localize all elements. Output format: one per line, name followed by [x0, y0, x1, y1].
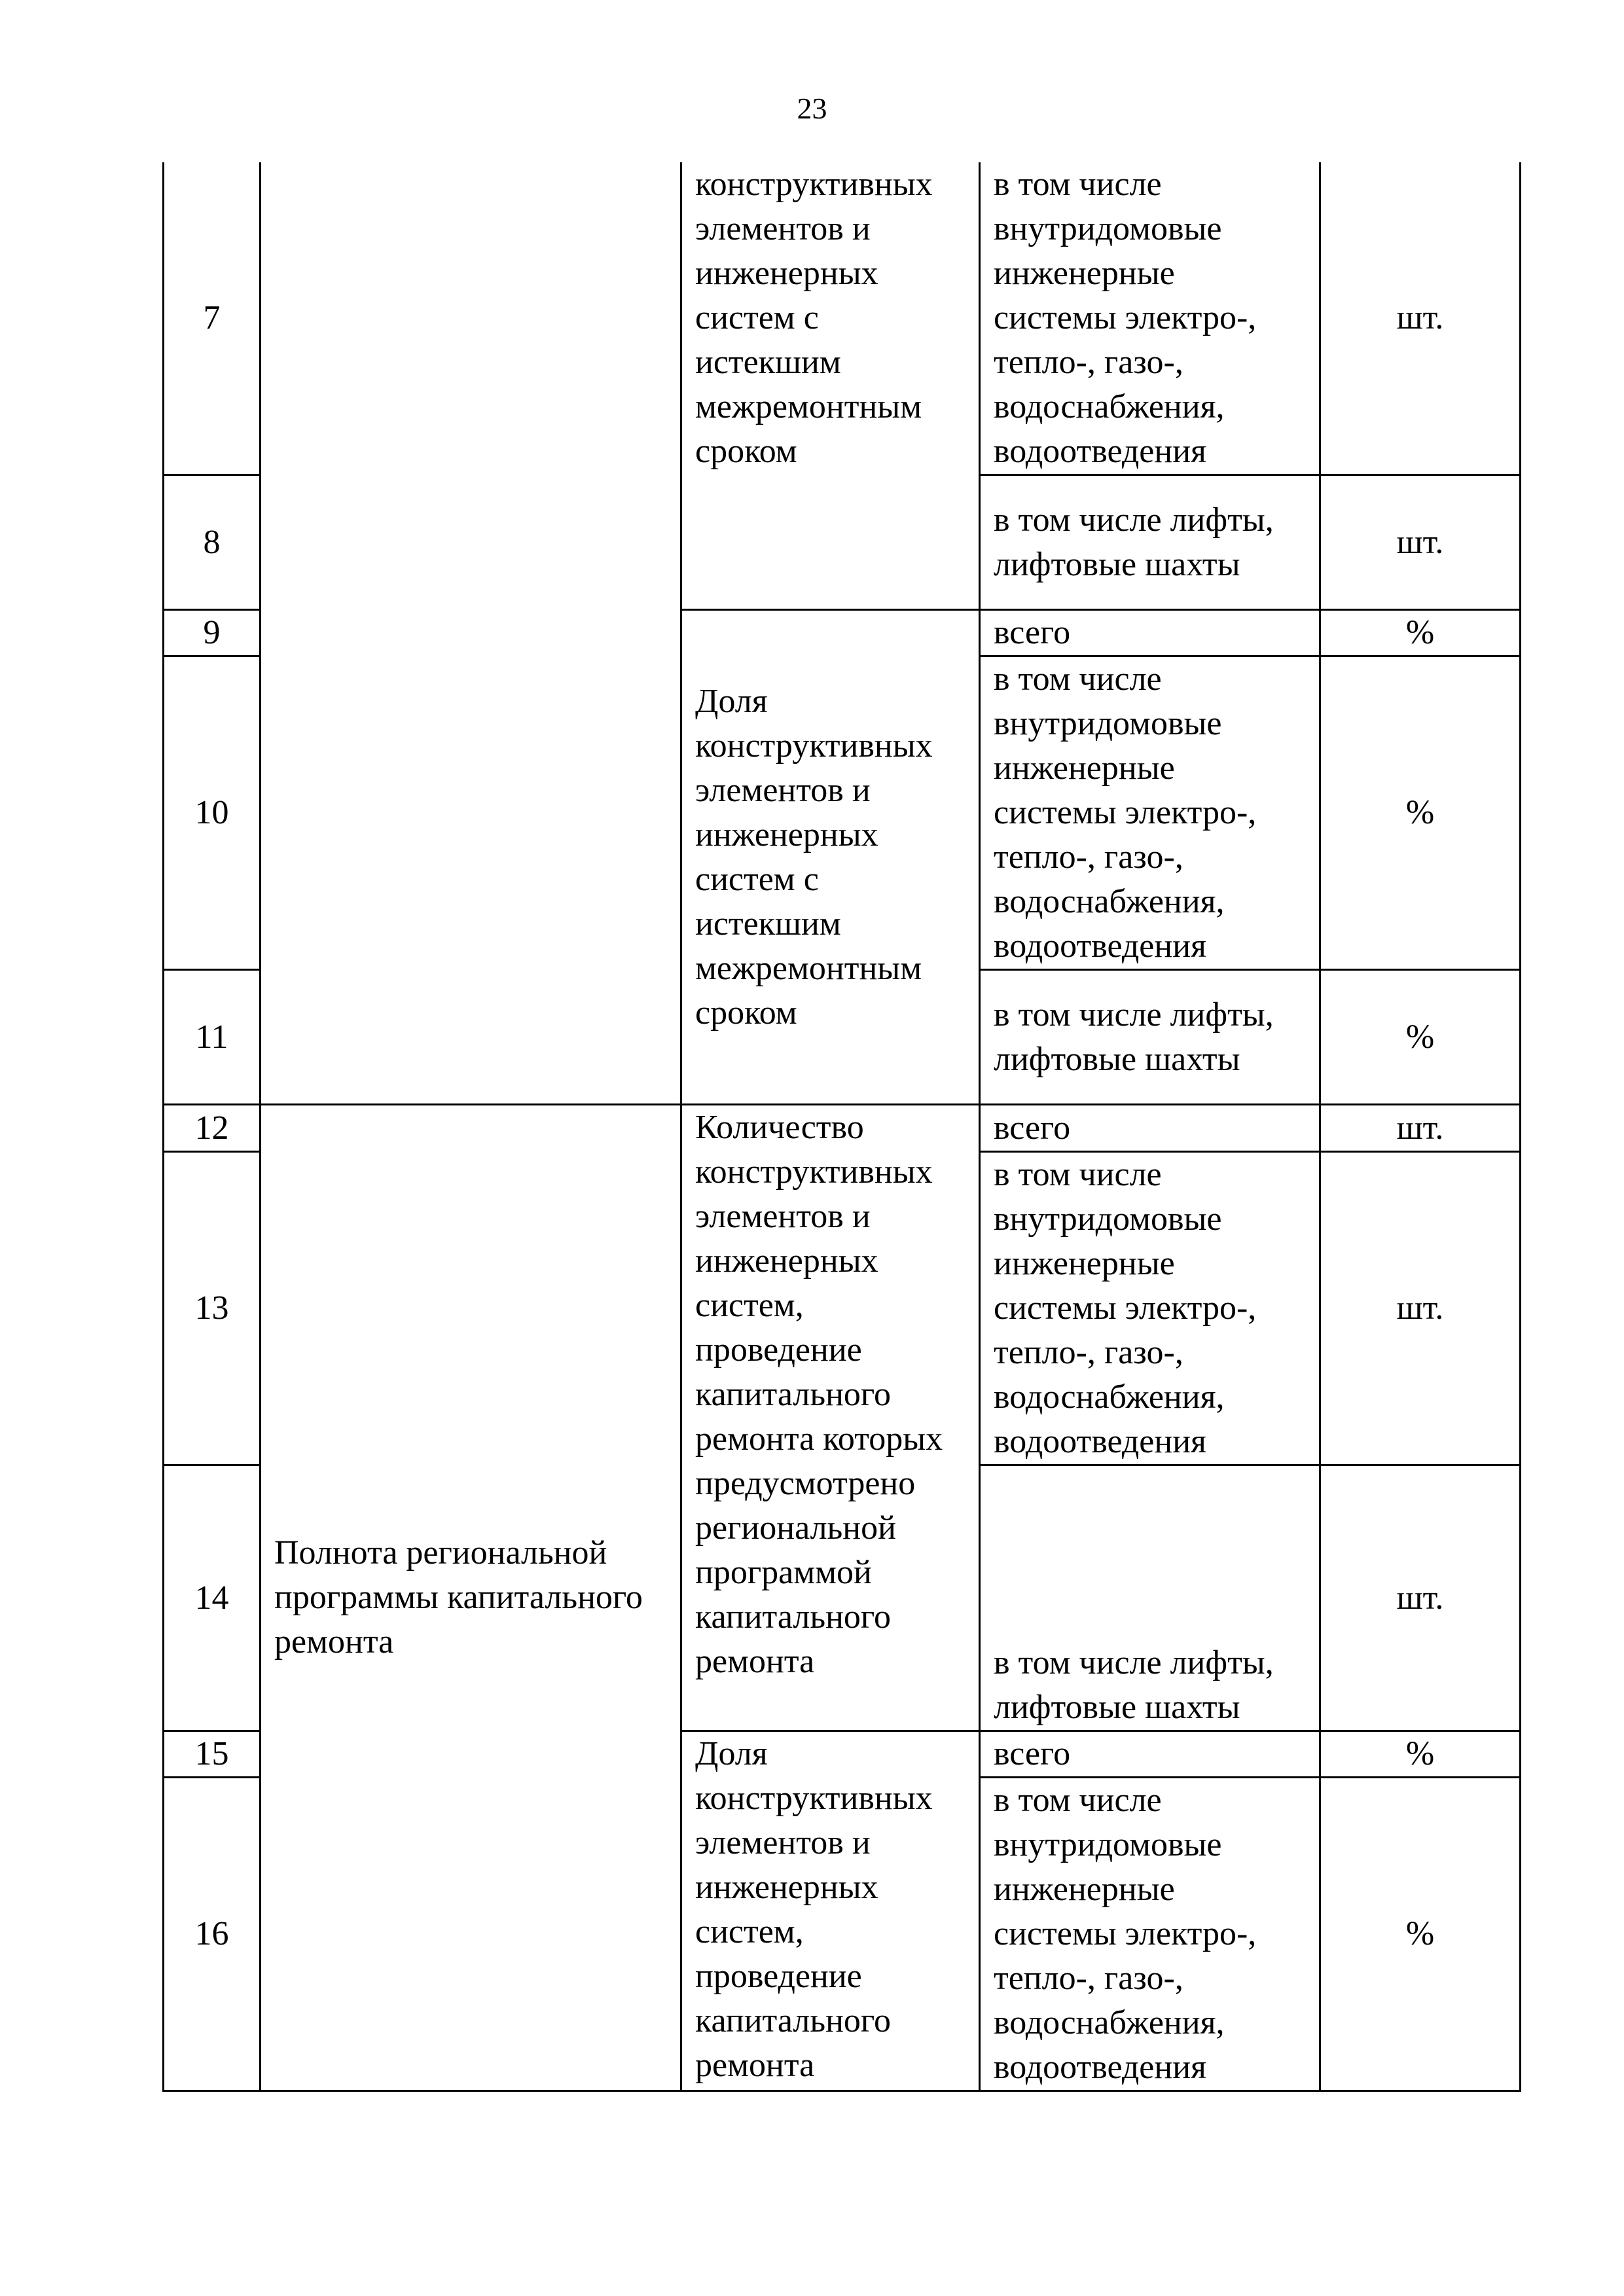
unit-cell: шт.	[1320, 475, 1521, 610]
indicator-cell: конструктивных элементов и инженерных систем с истекшим межремонтным сроком	[681, 162, 980, 610]
row-number: 8	[164, 475, 261, 610]
row-number: 13	[164, 1152, 261, 1465]
criterion-cell: Полнота региональной программы капитального ремонта	[261, 1105, 681, 2091]
subindicator-cell: в том числе внутридомовые инженерные системы электро-, тепло-, газо-, водоснабжения, водоотведения	[980, 1778, 1320, 2091]
unit-cell: шт.	[1320, 1152, 1521, 1465]
row-number: 12	[164, 1105, 261, 1152]
row-number: 7	[164, 162, 261, 475]
subindicator-cell: в том числе лифты, лифтовые шахты	[980, 475, 1320, 610]
unit-cell: шт.	[1320, 1465, 1521, 1731]
subindicator-cell: в том числе внутридомовые инженерные системы электро-, тепло-, газо-, водоснабжения, водоотведения	[980, 1152, 1320, 1465]
subindicator-cell: в том числе внутридомовые инженерные системы электро-, тепло-, газо-, водоснабжения, водоотведения	[980, 656, 1320, 970]
subindicator-cell: всего	[980, 610, 1320, 656]
indicator-cell: Доля конструктивных элементов и инженерных систем с истекшим межремонтным сроком	[681, 610, 980, 1105]
unit-cell: %	[1320, 1778, 1521, 2091]
unit-cell: шт.	[1320, 162, 1521, 475]
unit-cell: %	[1320, 970, 1521, 1105]
criteria-table	[162, 162, 1521, 2092]
subindicator-cell: в том числе лифты, лифтовые шахты	[980, 970, 1320, 1105]
indicator-cell: Количество конструктивных элементов и инженерных систем, проведение капитального ремонта которых предусмотрено региональной программой капитального ремонта	[681, 1105, 980, 1731]
row-number: 10	[164, 656, 261, 970]
row-number: 16	[164, 1778, 261, 2091]
subindicator-cell: всего	[980, 1105, 1320, 1152]
unit-cell: %	[1320, 610, 1521, 656]
row-number: 14	[164, 1465, 261, 1731]
indicator-cell: Доля конструктивных элементов и инженерных систем, проведение капитального ремонта	[681, 1731, 980, 2091]
table-row	[164, 162, 1521, 475]
table-row	[164, 1105, 1521, 1152]
page-number: 23	[797, 92, 827, 125]
row-number: 11	[164, 970, 261, 1105]
unit-cell: %	[1320, 1731, 1521, 1778]
unit-cell: шт.	[1320, 1105, 1521, 1152]
row-number: 9	[164, 610, 261, 656]
unit-cell: %	[1320, 656, 1521, 970]
row-number: 15	[164, 1731, 261, 1778]
subindicator-cell: в том числе лифты, лифтовые шахты	[980, 1465, 1320, 1731]
subindicator-cell: всего	[980, 1731, 1320, 1778]
criterion-cell-empty	[261, 162, 681, 1105]
subindicator-cell: в том числе внутридомовые инженерные системы электро-, тепло-, газо-, водоснабжения, водоотведения	[980, 162, 1320, 475]
